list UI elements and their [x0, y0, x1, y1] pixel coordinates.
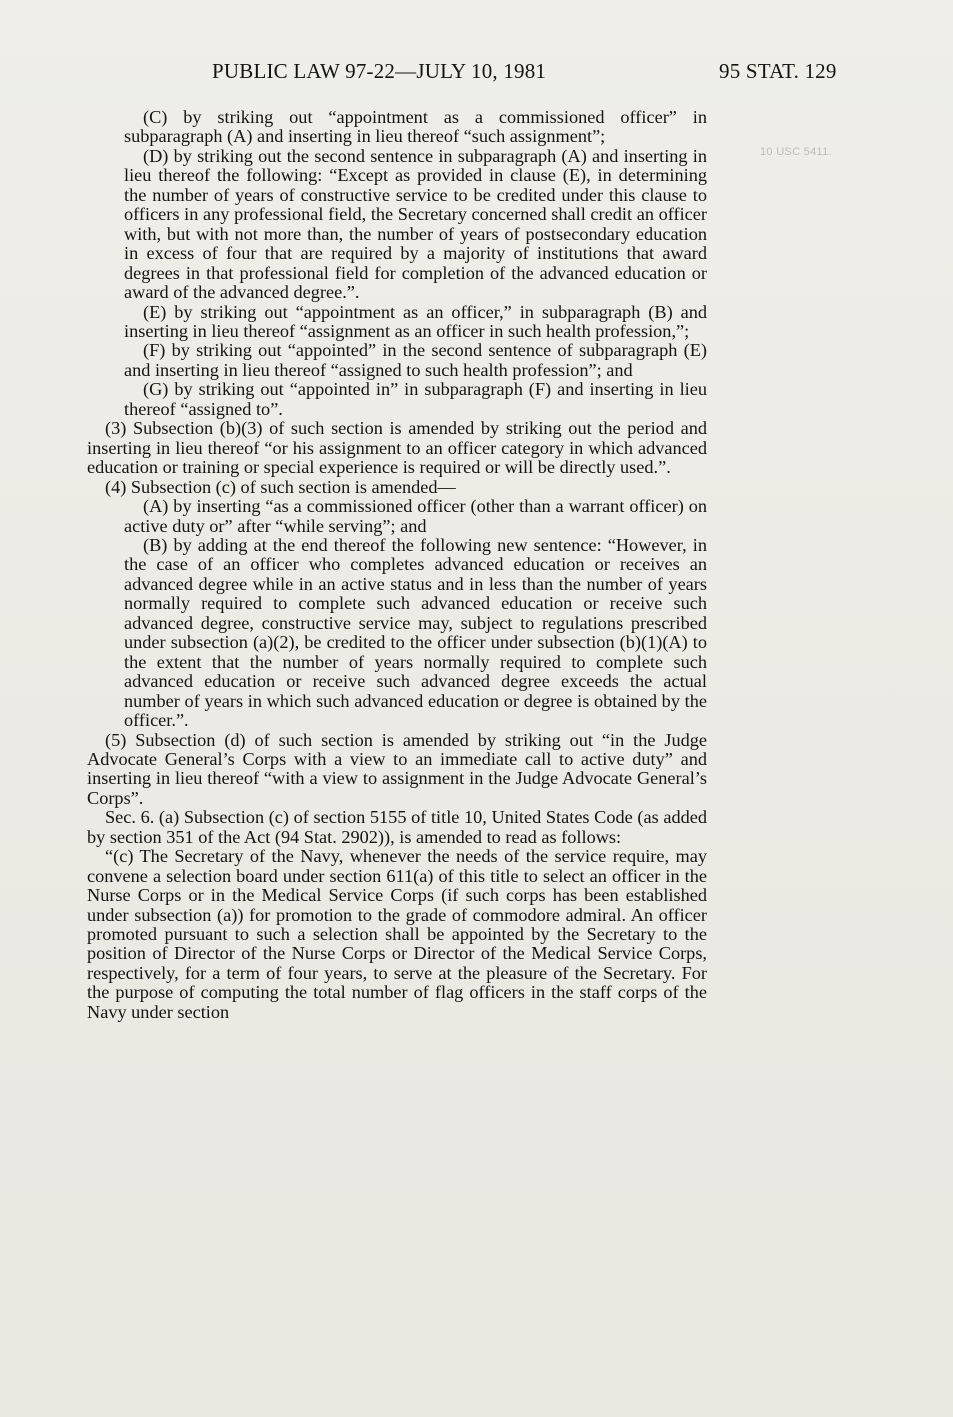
paragraph-e: (E) by striking out “appointment as an officer,” in subparagraph (B) and inserting in lieu thereof “assignment as an officer in such health profession,”;: [124, 301, 707, 341]
paragraph-c: (C) by striking out “appointment as a commissioned officer” in subparagraph (A) and inserting in lieu thereof “such assignment”;: [124, 107, 707, 147]
paragraph-4: (4) Subsection (c) of such section is amended—: [105, 476, 456, 497]
paragraph-d: (D) by striking out the second sentence in subparagraph (A) and inserting in lieu thereof the following: “Except as provided in clause (E), in determining the number of years of constructive service to be credited under this clause to officers in any professional field, the Secretary concerned shall credit an officer with, but with not more than, the number of years of postsecondary education in excess of four that are required by a majority of institutions that award degrees in that professional field for completion of the advanced education or award of the advanced degree.”.: [124, 145, 707, 303]
page-header: [0, 59, 953, 85]
paragraph-4b: (B) by adding at the end thereof the following new sentence: “However, in the case of an officer who completes advanced education or receives an advanced degree while in an active status and in less than the number of years normally required to complete such advanced education or receive such advanced degree, constructive service may, subject to regulations prescribed under subsection (a)(2), be credited to the officer under subsection (b)(1)(A) to the extent that the number of years normally required to complete such advanced education or receive such advanced degree exceeds the actual number of years in which such advanced education or degree is obtained by the officer.”.: [124, 534, 707, 731]
paragraph-f: (F) by striking out “appointed” in the second sentence of subparagraph (E) and inserting in lieu thereof “assigned to such health profession”; and: [124, 340, 707, 380]
body-text: [87, 108, 707, 1022]
statute-page-reference: 95 STAT. 129: [719, 59, 837, 83]
paragraph-3: (3) Subsection (b)(3) of such section is amended by striking out the period and inserting in lieu thereof “or his assignment to an officer category in which advanced education or training or special experience is required or will be directly used.”.: [87, 418, 707, 478]
section-6-intro: Sec. 6. (a) Subsection (c) of section 5155 of title 10, United States Code (as added by section 351 of the Act (94 Stat. 2902)), is amended to read as follows:: [87, 807, 707, 847]
paragraph-4a: (A) by inserting “as a commissioned officer (other than a warrant officer) on active duty or” after “while serving”; and: [124, 496, 707, 536]
paragraph-5: (5) Subsection (d) of such section is amended by striking out “in the Judge Advocate General’s Corps with a view to an immediate call to active duty” and inserting in lieu thereof “with a view to assignment in the Judge Advocate General’s Corps”.: [87, 729, 707, 808]
paragraph-g: (G) by striking out “appointed in” in subparagraph (F) and inserting in lieu thereof “assigned to”.: [124, 379, 707, 419]
section-6-quoted-text: “(c) The Secretary of the Navy, whenever the needs of the service require, may convene a selection board under section 611(a) of this title to select an officer in the Nurse Corps or in the Medical Service Corps (if such corps has been established under subsection (a)) for promotion to the grade of commodore admiral. An officer promoted pursuant to such a selection shall be appointed by the Secretary to the position of Director of the Nurse Corps or Director of the Medical Service Corps, respectively, for a term of four years, to serve at the pleasure of the Secretary. For the purpose of computing the total number of flag officers in the staff corps of the Navy under section: [87, 846, 707, 1022]
margin-note-bleedthrough: 10 USC 5411.: [760, 146, 832, 158]
running-head: PUBLIC LAW 97-22—JULY 10, 1981: [212, 59, 547, 83]
